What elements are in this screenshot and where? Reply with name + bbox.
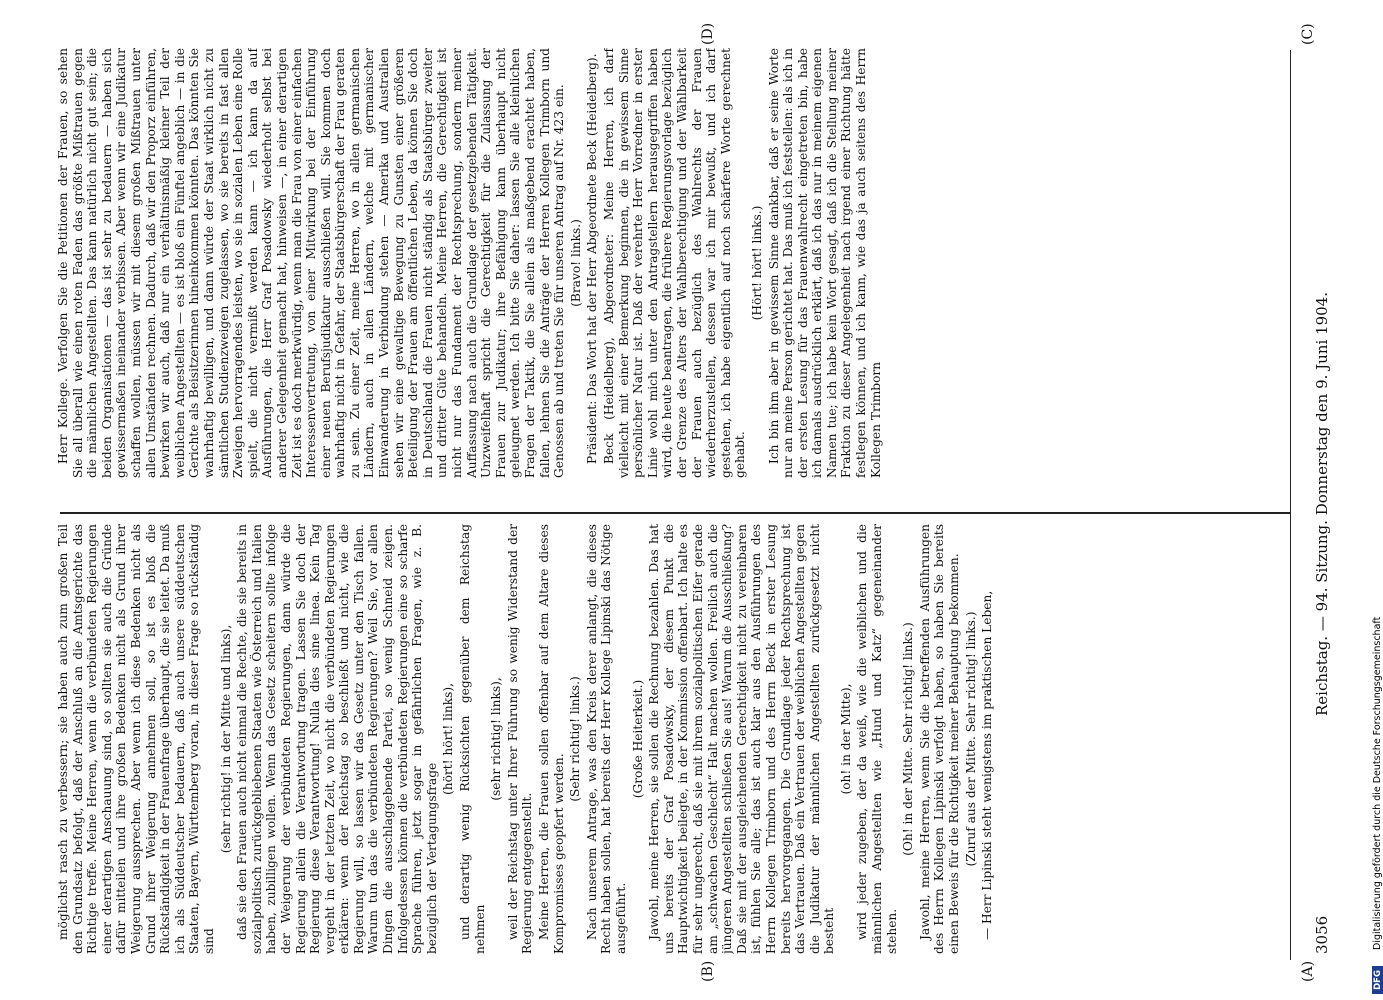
paragraph: Nach unserem Antrage, was den Kreis derer anlangt, die dieses Recht haben sollen, hat bereits der Herr Kollege Lipinski das Nötige ausgeführt. [584,524,628,954]
paragraph: Präsident: Das Wort hat der Herr Abgeordnete Beck (Heidelberg). [585,53,600,464]
funding-credit: Digitalisierung gefördert durch die Deutsche Forschungsgemeinschaft [1372,616,1383,950]
paragraph: Jawohl, meine Herren, wenn Sie die betreffenden Ausführungen des Herrn Kollegen Lipinski verfolgt haben, so haben Sie bereits einen Beweis für die Richtigkeit meiner Behauptung bekommen. [917,524,962,954]
left-text-column [56,524,1286,954]
page-footer [1372,0,1383,1000]
paragraph: (sehr richtig! in der Mitte und links), [218,624,233,854]
paragraph: wird jeder zugeben, der da weiß, wie die weiblichen und die männlichen Angestellten wie „Hund und Katz“ gegeneinander stehen. [855,524,899,954]
paragraph: (oh! in der Mitte), [838,683,853,795]
right-text-column [56,48,1286,478]
margin-letter-c: (C) [1300,23,1316,45]
paragraph: (sehr richtig! links), [489,677,504,801]
paragraph: Ich bin ihm aber in gewissem Sinne dankbar, daß er seine Worte nur an meine Person gerichtet hat. Das muß ich feststellen: als ich in der ersten Lesung für das Frauenwahlrecht eingetreten bin, habe ich damals ausdrücklich erklärt, daß ich das nur in meinem eigenen Namen tue; ich habe kein Wort gesagt, daß ich die Stellung meiner Fraktion zu dieser Angelegenheit nach irgend einer Richtung hätte festlegen können, und ich kann, wie das ja auch seitens des Herrn Kollegen Trimborn [766,48,883,478]
column-divider [60,512,1290,514]
paragraph: (Oh! in der Mitte. Sehr richtig! links.) [901,622,916,856]
paragraph: (hört! hört! links), [441,682,456,796]
header-rule [1290,50,1291,960]
paragraph: Herr Kollege. Verfolgen Sie die Petitionen der Frauen, so sehen Sie all überall wie einen roten Faden das größte Mißtrauen gegen die männlichen Angestellten. Das kann natürlich nicht gut sein; die beiden Organisationen — das ist sehr zu bedauern — haben sich gewissermaßen ineinander verbissen. Aber wenn wir eine Judikatur schaffen wollen, müssen wir mit diesem großen Mißtrauen unter allen Umständen rechnen. Dadurch, daß wir den Proporz einführen, bewirken wir auch, daß nur ein verhältnismäßig kleiner Teil der weiblichen Angestellten — es ist bloß ein Fünftel angeblich — in die Gerichte als Beisitzerinnen hineinkommen könnten. Das könnten Sie wahrhaftig bewilligen, und dann würde der Staat wirklich nicht zu sämtlichen Studienzweigen zugelassen, wo sie bereits in fast allen Zweigen hervorragendes leisten, wo sie in sozialen Leben eine Rolle spielt, die nicht vermißt werden kann — ich kann da auf Ausführungen, die Herr Graf Posadowsky wiederholt selbst bei anderer Gelegenheit gemacht hat, hinweisen —, in einer derartigen Zeit ist es doch merkwürdig, wenn man die Frau von einer einfachen Interessenvertretung, von einer Mitwirkung bei der Einführung einer neuen Berufsjudikatur ausschließen will. Sie kommen doch wahrhaftig nicht in Gefahr, der Staatsbürgerschaft der Frau geraten zu sein. Zu einer Zeit, meine Herren, wo in allen germanischen Ländern, auch in allen Ländern, welche mit germanischer Einwanderung in Verbindung stehen — Amerika und Australien sehen wir eine gewaltige Bewegung zu Gunsten einer größeren Beteiligung der Frauen am öffentlichen Leben, da können Sie doch in Deutschland die Frauen nicht ständig als Staatsbürger zweiter und dritter Güte behandeln. Meine Herren, die Gerechtigkeit ist nicht nur das Fundament der Rechtsprechung, sondern meiner Auffassung nach auch die Grundlage der gesetzgebenden Tätigkeit. Unzweifelhaft spricht die Gerechtigkeit für die Zulassung der Frauen zur Judikatur; ihre Befähigung kann überhaupt nicht geleugnet werden. Ich bitte Sie daher: lassen Sie alle kleinlichen Fragen der Taktik, die Sie allein als maßgebend erachtet haben, fallen, lehnen Sie die Anträge der Herren Kollegen Trimborn und Genossen ab und treten Sie für unseren Antrag auf Nr. 423 ein. [56,48,567,478]
page-header [1313,54,1335,954]
dfg-logo: DFG [1372,966,1383,994]
margin-letter-b: (B) [700,960,716,982]
paragraph: daß sie den Frauen auch nicht einmal die Rechte, die sie bereits in sozialpolitisch zurückgebliebenen Staaten wie Österreich und Italien haben, zubilligen wollen. Wenn das Gesetz scheitern sollte infolge der Weigerung der verbündeten Regierungen, dann würde die Regierung allein die Verantwortung tragen. Lassen Sie doch der Regierung diese Verantwortung! Nulla dies sine linea. Kein Tag vergeht in der letzten Zeit, wo nicht die verbündeten Regierungen erklären: wenn der Reichstag so beschließt und nicht, wie die Regierung will, so lassen wir das Gesetz unter den Tisch fallen. Warum tun das die verbündeten Regierungen? Weil Sie, vor allen Dingen die ausschlaggebende Partei, so wenig Schneid zeigen. Infolgedessen können die verbündeten Regierungen eine so scharfe Sprache führen, jetzt sogar in gefährlichen Fragen, wie z. B. bezüglich der Vertagungsfrage [235,524,439,954]
margin-letter-a: (A) [1300,960,1316,982]
paragraph: weil der Reichstag unter Ihrer Führung so wenig Widerstand der Regierung entgegenstellt. [505,524,535,954]
paragraph: möglichst rasch zu verbessern; sie haben auch zum großen Teil den Grundsatz befolgt, daß der Anschluß an die Amtsgerichte das Richtige treffe. Meine Herren, wenn die verbündeten Regierungen einer derartigen Anschauung sind, so sollten sie auch die Gründe dafür mitteilen und ihre großen Bedenken nicht als Grund ihrer Weigerung aussprechen. Aber wenn ich diese Bedenken nicht als Grund ihrer Weigerung annehmen soll, so ist es bloß die Rückständigkeit in der Frauenfrage überhaupt, die sie leitet. Da muß ich als Süddeutscher bedauern, daß auch unsere süddeutschen Staaten, Bayern, Württemberg voran, in dieser Frage so rückständig sind [56,524,216,954]
page-number: 3056 [1313,915,1331,954]
paragraph: (Sehr richtig! links.) [568,676,583,802]
paragraph: (Bravo! links.) [568,219,583,307]
margin-letter-d: (D) [700,22,716,45]
paragraph: Meine Herren, die Frauen sollen offenbar auf dem Altare dieses Kompromisses geopfert werden. [537,524,566,954]
paragraph: und derartig wenig Rücksichten gegenüber dem Reichstag nehmen [458,524,487,954]
paragraph: (Hört! hört! links.) [749,205,764,321]
paragraph: (Zuruf aus der Mitte. Sehr richtig! links.) [963,611,978,867]
paragraph: (Große Heiterkeit.) [630,679,645,799]
paragraph: Jawohl, meine Herren, sie sollen die Rechnung bezahlen. Das hat uns bereits der Graf Posadowsky, der diesem Punkt die Hauptwichtigkeit beilegte, in der Kommission offenbart. Ich halte es für sehr ungerecht, daß sie mit ihrem sozialpolitischen Eifer gerade am „schwachen Geschlecht“ Halt machen wollen. Freilich auch die jüngeren Angestellten schließen Sie aus! Warum die Ausschließung? Daß sie mit der ausgleichenden Gerechtigkeit nicht zu vereinbaren ist, fühlen Sie alle; das ist auch klar aus den Ausführungen des Herrn Kollegen Trimborn und des Herrn Beck in erster Lesung bereits hervorgegangen. Die Grundlage jeder Rechtsprechung ist das Vertrauen. Daß ein Vertrauen der weiblichen Angestellten gegen die Judikatur der männlichen Angestellten zurückgesetzt nicht besteht [647,524,837,954]
paragraph: — Herr Lipinski steht wenigstens im praktischen Leben, [980,590,995,940]
paragraph: Beck (Heidelberg), Abgeordneter: Meine Herren, ich darf vielleicht mit einer Bemerkung beginnen, die in gewissem Sinne persönlicher Natur ist. Daß der verehrte Herr Vorredner in erster Linie wohl mich unter den Antragstellern herausgegriffen haben wird, die heute beantragen, die frühere Regierungsvorlage bezüglich der Grenze des Alters der Wahlberechtigung und der Wählbarkeit der Frauen auch bezüglich des Wahlrechts der Frauen wiederherzustellen, dessen war ich mir bewußt, und ich darf gestehen, ich habe eigentlich auf noch schärfere Worte gerechnet gehabt. [601,48,748,478]
running-title: Reichstag. — 94. Sitzung. Donnerstag den 9. Juni 1904. [1313,292,1331,716]
